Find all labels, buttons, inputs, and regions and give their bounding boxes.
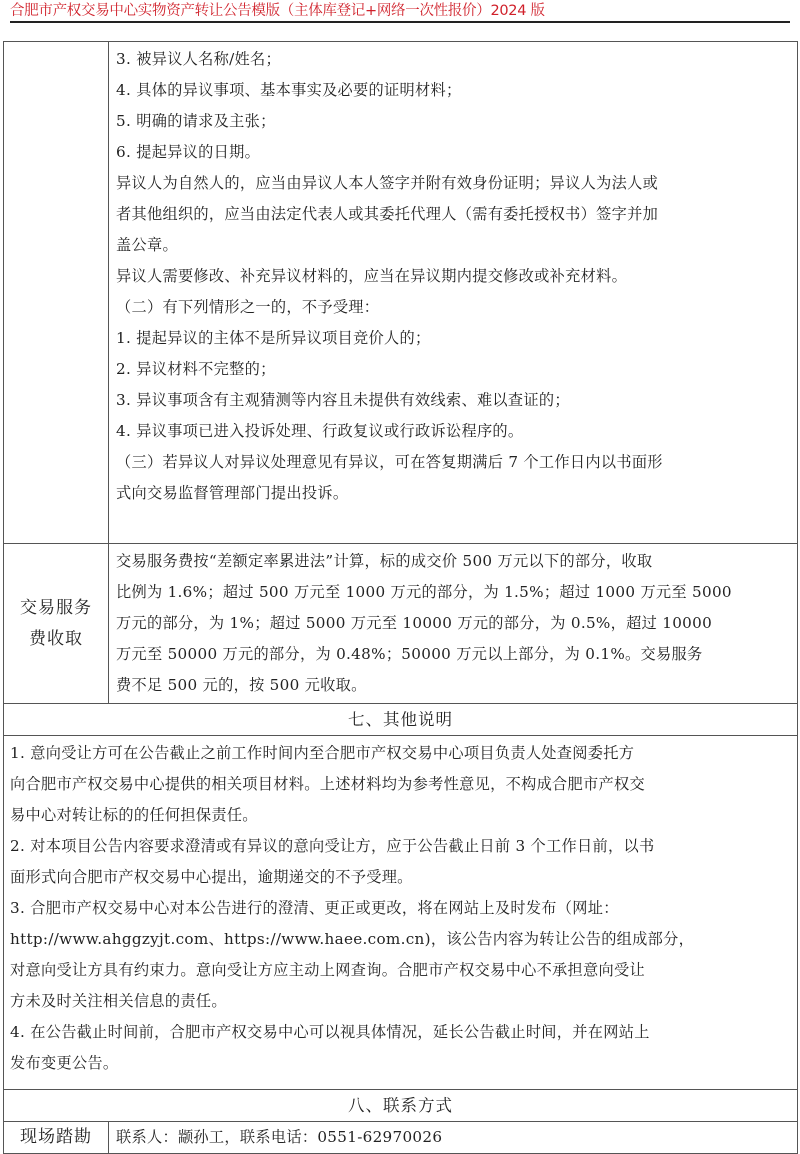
service-fee-line: 万元的部分，为 1%；超过 5000 万元至 10000 万元的部分，为 0.5%，超过 10000	[116, 614, 713, 632]
note-line: 面形式向合肥市产权交易中心提出，逾期递交的不予受理。	[10, 868, 413, 886]
objection-line: （三）若异议人对异议处理意见有异议，可在答复期满后 7 个工作日内以书面形	[116, 453, 663, 471]
objection-line: 式向交易监督管理部门提出投诉。	[116, 484, 349, 502]
objection-line: 1. 提起异议的主体不是所异议项目竞价人的；	[116, 329, 431, 347]
note-line: 对意向受让方具有约束力。意向受让方应主动上网查询。合肥市产权交易中心不承担意向受让	[10, 961, 645, 979]
note-line: 2. 对本项目公告内容要求澄清或有异议的意向受让方，应于公告截止日前 3 个工作日前，以书	[10, 837, 655, 855]
service-fee-line: 交易服务费按“差额定率累进法”计算，标的成交价 500 万元以下的部分，收取	[116, 552, 653, 570]
other-notes-row	[4, 736, 798, 1090]
service-fee-label: 交易服务 费收取	[4, 544, 109, 704]
note-line: 4. 在公告截止时间前，合肥市产权交易中心可以视具体情况，延长公告截止时间，并在网站上	[10, 1023, 650, 1041]
objection-line: 6. 提起异议的日期。	[116, 143, 261, 161]
objection-line: 盖公章。	[116, 236, 178, 254]
objection-line: 3. 被异议人名称/姓名；	[116, 50, 282, 68]
section-heading-other-notes: 七、其他说明	[4, 704, 798, 736]
note-line: 1. 意向受让方可在公告截止之前工作时间内至合肥市产权交易中心项目负责人处查阅委托方	[10, 744, 635, 762]
service-fee-content	[109, 544, 798, 704]
objection-line: 5. 明确的请求及主张；	[116, 112, 276, 130]
document-header-title: 合肥市产权交易中心实物资产转让公告模版（主体库登记+网络一次性报价）2024 版	[10, 3, 545, 19]
objection-line: 异议人需要修改、补充异议材料的，应当在异议期内提交修改或补充材料。	[116, 267, 628, 285]
note-line: http://www.ahggzyjt.com、https://www.haee.com.cn)，该公告内容为转让公告的组成部分，	[10, 930, 695, 948]
objection-row	[4, 42, 798, 544]
note-line: 向合肥市产权交易中心提供的相关项目材料。上述材料均为参考性意见，不构成合肥市产权交	[10, 775, 645, 793]
objection-content	[109, 42, 798, 544]
note-line: 3. 合肥市产权交易中心对本公告进行的澄清、更正或更改，将在网站上及时发布（网址：	[10, 899, 619, 917]
service-fee-row	[4, 544, 798, 704]
site-visit-label: 现场踏勘	[4, 1122, 109, 1154]
announcement-table	[3, 27, 798, 1154]
objection-line: 3. 异议事项含有主观猜测等内容且未提供有效线索、难以查证的；	[116, 391, 570, 409]
service-fee-line: 万元至 50000 万元的部分，为 0.48%；50000 万元以上部分，为 0.1%。交易服务	[116, 645, 703, 663]
objection-line: 者其他组织的，应当由法定代表人或其委托代理人（需有委托授权书）签字并加	[116, 205, 659, 223]
note-line: 发布变更公告。	[10, 1054, 119, 1072]
objection-label-cell	[4, 42, 109, 544]
other-notes-heading-row	[4, 704, 798, 736]
note-line: 易中心对转让标的的任何担保责任。	[10, 806, 258, 824]
service-fee-line: 费不足 500 元的，按 500 元收取。	[116, 676, 367, 694]
objection-line: （二）有下列情形之一的，不予受理：	[116, 298, 380, 316]
contact-heading-row	[4, 1090, 798, 1122]
contact-row	[4, 1122, 798, 1154]
objection-line: 4. 异议事项已进入投诉处理、行政复议或行政诉讼程序的。	[116, 422, 524, 440]
objection-line: 4. 具体的异议事项、基本事实及必要的证明材料；	[116, 81, 462, 99]
header-divider	[10, 21, 790, 23]
other-notes-content	[4, 736, 798, 1090]
note-line: 方未及时关注相关信息的责任。	[10, 992, 227, 1010]
objection-line: 异议人为自然人的，应当由异议人本人签字并附有效身份证明；异议人为法人或	[116, 174, 659, 192]
contact-value: 联系人：颛孙工，联系电话：0551-62970026	[109, 1122, 798, 1154]
section-heading-contact: 八、联系方式	[4, 1090, 798, 1122]
objection-line: 2. 异议材料不完整的；	[116, 360, 276, 378]
service-fee-line: 比例为 1.6%；超过 500 万元至 1000 万元的部分，为 1.5%；超过 1000 万元至 5000	[116, 583, 732, 601]
